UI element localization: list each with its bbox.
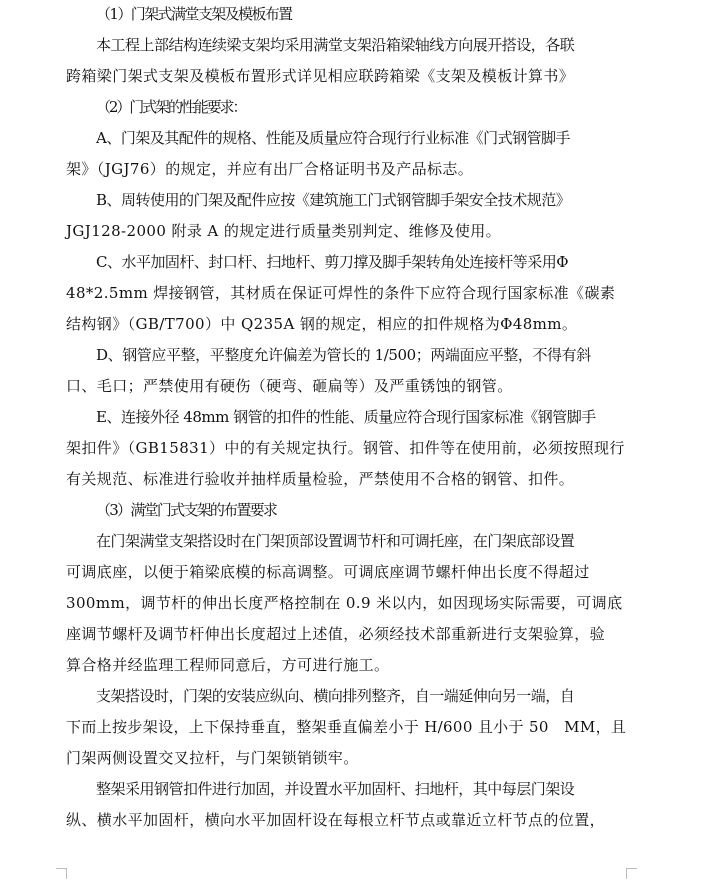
text-line: A、门架及其配件的规格、性能及质量应符合现行行业标准《门式钢管脚手 [96, 129, 571, 147]
text-line: B、周转使用的门架及配件应按《建筑施工门式钢管脚手架安全技术规范》 [96, 191, 571, 209]
text-line: 门架两侧设置交叉拉杆，与门架锁销锁牢。 [66, 749, 359, 767]
text-line: 口、毛口；严禁使用有硬伤（硬弯、砸扁等）及严重锈蚀的钢管。 [66, 377, 513, 395]
text-line: E、连接外径 48mm 钢管的扣件的性能、质量应符合现行国家标准《钢管脚手 [96, 408, 596, 426]
text-line: （3）满堂门式支架的布置要求 [96, 501, 277, 519]
text-line: 可调底座，以便于箱梁底模的标高调整。可调底座调节螺杆伸出长度不得超过 [66, 563, 590, 581]
text-line: 跨箱梁门架式支架及模板布置形式详见相应联跨箱梁《支架及模板计算书》 [66, 67, 575, 85]
paragraph [66, 92, 626, 123]
document-body [66, 0, 626, 836]
paragraph [66, 0, 626, 30]
paragraph [66, 526, 626, 681]
text-line: 本工程上部结构连续梁支架均采用满堂支架沿箱梁轴线方向展开搭设，各联 [96, 36, 575, 54]
paragraph [66, 185, 626, 247]
text-line: 支架搭设时，门架的安装应纵向、横向排列整齐，自一端延伸向另一端，自 [96, 687, 575, 705]
text-line: （2）门式架的性能要求： [96, 98, 246, 116]
crop-mark-bottom-right-h [626, 868, 637, 869]
text-line: 300mm，调节杆的伸出长度严格控制在 0.9 米以内，如因现场实际需要，可调底 [66, 594, 623, 612]
text-line: 结构钢》（GB/T700）中 Q235A 钢的规定，相应的扣件规格为Φ48mm。 [66, 315, 578, 333]
paragraph [66, 681, 626, 774]
paragraph [66, 402, 626, 495]
crop-mark-bottom-left-v [66, 868, 67, 879]
text-line: 有关规范、标准进行验收并抽样质量检验，严禁使用不合格的钢管、扣件。 [66, 470, 575, 488]
text-line: 座调节螺杆及调节杆伸出长度超过上述值，必须经技术部重新进行支架验算，验 [66, 625, 606, 643]
text-line: JGJ128-2000 附录 A 的规定进行质量类别判定、维修及使用。 [66, 222, 502, 240]
paragraph [66, 123, 626, 185]
text-line: 在门架满堂支架搭设时在门架顶部设置调节杆和可调托座，在门架底部设置 [96, 532, 575, 550]
text-line: 48*2.5mm 焊接钢管，其材质在保证可焊性的条件下应符合现行国家标准《碳素 [66, 284, 616, 302]
text-line: （1）门架式满堂支架及模板布置 [96, 5, 292, 23]
paragraph [66, 774, 626, 836]
paragraph [66, 495, 626, 526]
paragraph [66, 247, 626, 340]
paragraph [66, 30, 626, 92]
text-line: D、钢管应平整，平整度允许偏差为管长的 1/500；两端面应平整，不得有斜 [96, 346, 591, 364]
text-line: 纵、横水平加固杆，横向水平加固杆设在每根立杆节点或靠近立杆节点的位置， [66, 811, 606, 829]
text-line: 架》（JGJ76）的规定，并应有出厂合格证明书及产品标志。 [66, 160, 474, 178]
crop-mark-bottom-right-v [626, 868, 627, 879]
text-line: 架扣件》（GB15831）中的有关规定执行。钢管、扣件等在使用前，必须按照现行 [66, 439, 625, 457]
text-line: 算合格并经监理工程师同意后，方可进行施工。 [66, 656, 390, 674]
text-line: 整架采用钢管扣件进行加固，并设置水平加固杆、扫地杆，其中每层门架设 [96, 780, 575, 798]
text-line: 下而上按步架设，上下保持垂直，整架垂直偏差小于 H/600 且小于 50 MM，且 [66, 718, 627, 736]
paragraph [66, 340, 626, 402]
text-line: C、水平加固杆、封口杆、扫地杆、剪刀撑及脚手架转角处连接杆等采用Φ [96, 253, 568, 271]
